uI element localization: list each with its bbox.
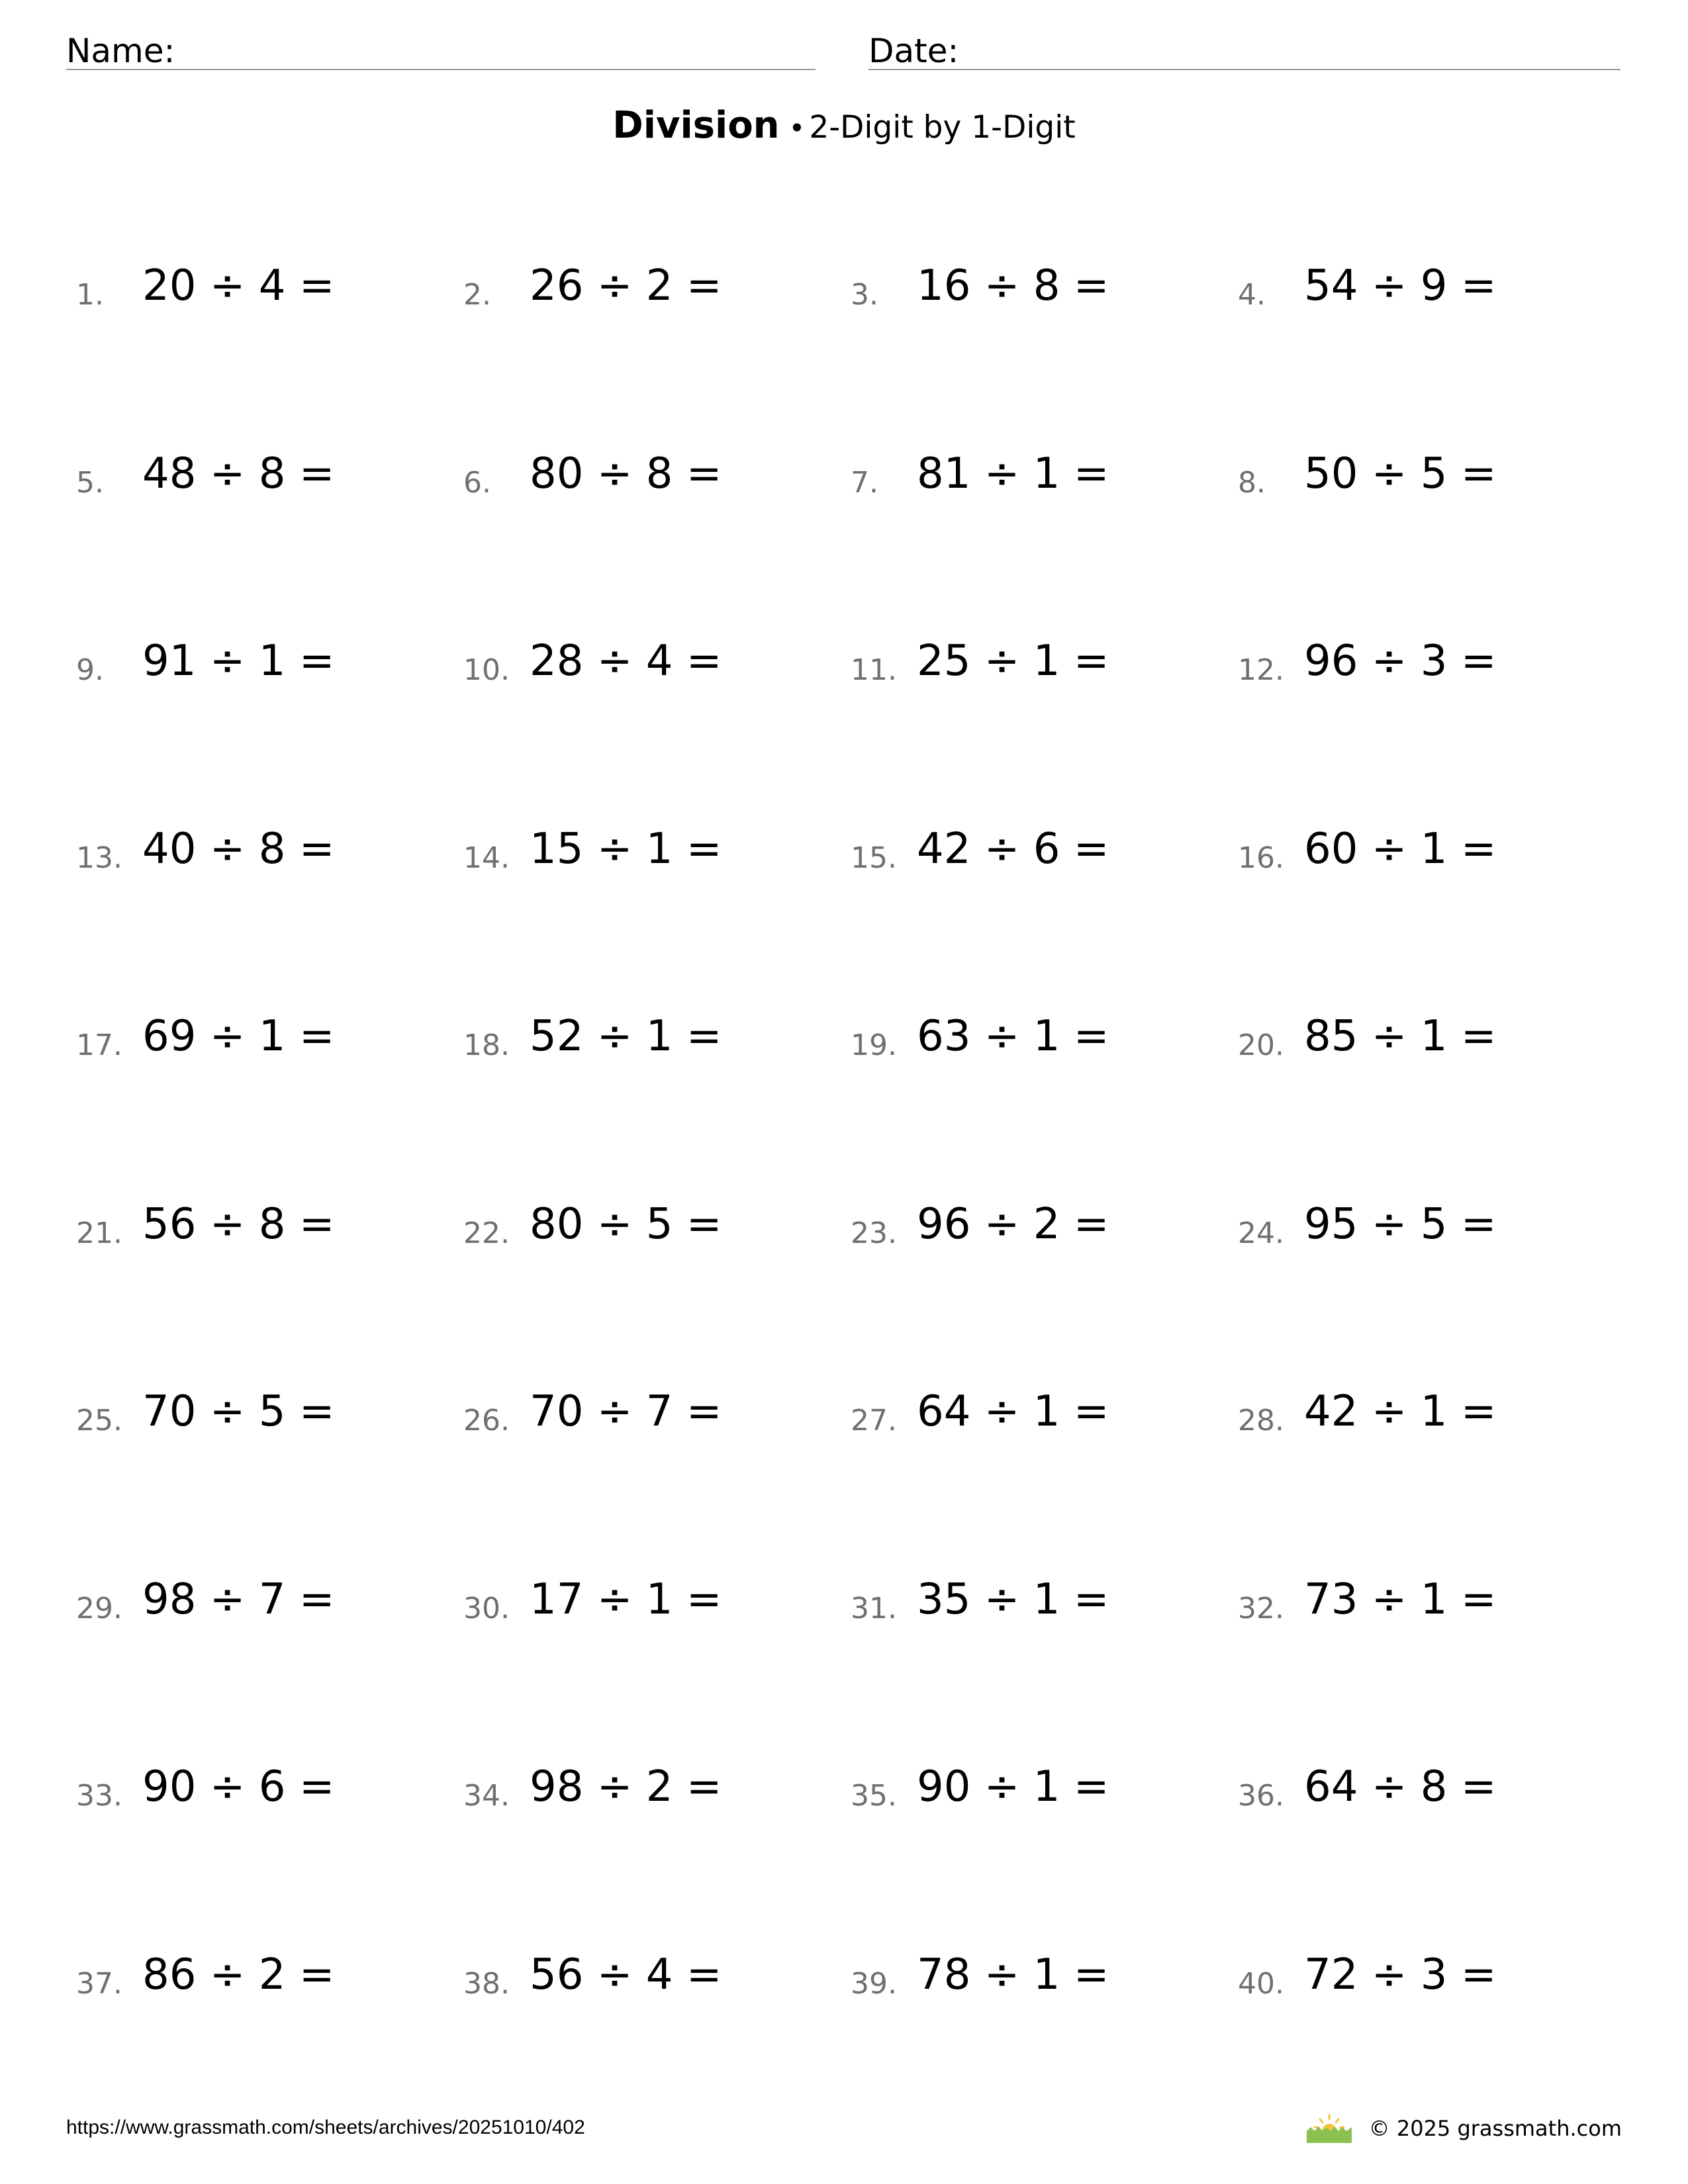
- footer-brand: [1305, 2114, 1622, 2143]
- problem-expression: 91 ÷ 1 =: [142, 637, 335, 686]
- problem-number: 10.: [463, 653, 510, 687]
- problem-number: 28.: [1238, 1404, 1284, 1437]
- problem-expression: 64 ÷ 1 =: [917, 1387, 1109, 1436]
- title-separator: •: [788, 112, 806, 144]
- copyright-text: © 2025 grassmath.com: [1368, 2116, 1622, 2141]
- problem-expression: 16 ÷ 8 =: [917, 261, 1109, 310]
- footer-url: https://www.grassmath.com/sheets/archives/20251010/402: [66, 2116, 585, 2138]
- problem-number: 30.: [463, 1592, 510, 1625]
- problem-number: 26.: [463, 1404, 510, 1437]
- problem-number: 14.: [463, 841, 510, 875]
- problem-number: 32.: [1238, 1592, 1284, 1625]
- problem-number: 12.: [1238, 653, 1284, 687]
- problem-expression: 81 ÷ 1 =: [917, 449, 1109, 498]
- problem-expression: 50 ÷ 5 =: [1304, 449, 1497, 498]
- problem-expression: 72 ÷ 3 =: [1304, 1950, 1497, 1999]
- problem-number: 13.: [76, 841, 122, 875]
- problem-expression: 25 ÷ 1 =: [917, 637, 1109, 686]
- problem-expression: 64 ÷ 8 =: [1304, 1762, 1497, 1811]
- problem-expression: 96 ÷ 2 =: [917, 1200, 1109, 1249]
- problem-number: 35.: [851, 1779, 897, 1813]
- problem-expression: 98 ÷ 7 =: [142, 1575, 335, 1624]
- problem-number: 24.: [1238, 1216, 1284, 1250]
- problem-expression: 60 ÷ 1 =: [1304, 825, 1497, 874]
- problem-number: 27.: [851, 1404, 897, 1437]
- title-main: Division: [612, 104, 780, 147]
- problem-number: 25.: [76, 1404, 122, 1437]
- problem-number: 6.: [463, 466, 491, 500]
- sun-over-grass-icon: [1305, 2114, 1353, 2143]
- problem-number: 17.: [76, 1028, 122, 1062]
- problem-expression: 40 ÷ 8 =: [142, 825, 335, 874]
- problem-expression: 42 ÷ 6 =: [917, 825, 1109, 874]
- problem-number: 37.: [76, 1967, 122, 2001]
- problem-expression: 85 ÷ 1 =: [1304, 1012, 1497, 1061]
- date-label: Date:: [868, 32, 959, 70]
- problem-expression: 70 ÷ 5 =: [142, 1387, 335, 1436]
- problem-number: 33.: [76, 1779, 122, 1813]
- problem-expression: 42 ÷ 1 =: [1304, 1387, 1497, 1436]
- problem-number: 3.: [851, 278, 878, 312]
- problem-expression: 80 ÷ 5 =: [530, 1200, 722, 1249]
- problem-expression: 86 ÷ 2 =: [142, 1950, 335, 1999]
- problem-expression: 69 ÷ 1 =: [142, 1012, 335, 1061]
- problem-expression: 54 ÷ 9 =: [1304, 261, 1497, 310]
- problem-number: 2.: [463, 278, 491, 312]
- problem-number: 20.: [1238, 1028, 1284, 1062]
- problem-number: 39.: [851, 1967, 897, 2001]
- problem-expression: 35 ÷ 1 =: [917, 1575, 1109, 1624]
- problem-expression: 48 ÷ 8 =: [142, 449, 335, 498]
- problem-number: 23.: [851, 1216, 897, 1250]
- name-label: Name:: [66, 32, 175, 70]
- problem-expression: 73 ÷ 1 =: [1304, 1575, 1497, 1624]
- problem-expression: 17 ÷ 1 =: [530, 1575, 722, 1624]
- problem-number: 29.: [76, 1592, 122, 1625]
- problem-number: 4.: [1238, 278, 1266, 312]
- problem-expression: 98 ÷ 2 =: [530, 1762, 722, 1811]
- problem-number: 15.: [851, 841, 897, 875]
- problem-number: 18.: [463, 1028, 510, 1062]
- problem-number: 38.: [463, 1967, 510, 2001]
- problem-expression: 63 ÷ 1 =: [917, 1012, 1109, 1061]
- problem-expression: 28 ÷ 4 =: [530, 637, 722, 686]
- name-field[interactable]: [66, 25, 816, 70]
- problem-expression: 20 ÷ 4 =: [142, 261, 335, 310]
- problem-number: 11.: [851, 653, 897, 687]
- problem-expression: 80 ÷ 8 =: [530, 449, 722, 498]
- problem-expression: 15 ÷ 1 =: [530, 825, 722, 874]
- problem-expression: 95 ÷ 5 =: [1304, 1200, 1497, 1249]
- problem-number: 19.: [851, 1028, 897, 1062]
- problem-number: 7.: [851, 466, 878, 500]
- problem-expression: 56 ÷ 8 =: [142, 1200, 335, 1249]
- problem-expression: 26 ÷ 2 =: [530, 261, 722, 310]
- problem-number: 16.: [1238, 841, 1284, 875]
- worksheet-title: [0, 104, 1688, 147]
- problem-expression: 90 ÷ 6 =: [142, 1762, 335, 1811]
- problem-expression: 90 ÷ 1 =: [917, 1762, 1109, 1811]
- problem-number: 9.: [76, 653, 104, 687]
- problem-expression: 96 ÷ 3 =: [1304, 637, 1497, 686]
- problem-expression: 78 ÷ 1 =: [917, 1950, 1109, 1999]
- problem-expression: 56 ÷ 4 =: [530, 1950, 722, 1999]
- date-field[interactable]: [868, 25, 1620, 70]
- problem-number: 8.: [1238, 466, 1266, 500]
- problem-number: 40.: [1238, 1967, 1284, 2001]
- problem-expression: 70 ÷ 7 =: [530, 1387, 722, 1436]
- problem-number: 21.: [76, 1216, 122, 1250]
- problem-number: 36.: [1238, 1779, 1284, 1813]
- problem-number: 5.: [76, 466, 104, 500]
- problem-number: 22.: [463, 1216, 510, 1250]
- problem-number: 1.: [76, 278, 104, 312]
- problem-expression: 52 ÷ 1 =: [530, 1012, 722, 1061]
- problem-number: 31.: [851, 1592, 897, 1625]
- title-subtitle: 2-Digit by 1-Digit: [809, 109, 1076, 146]
- problem-number: 34.: [463, 1779, 510, 1813]
